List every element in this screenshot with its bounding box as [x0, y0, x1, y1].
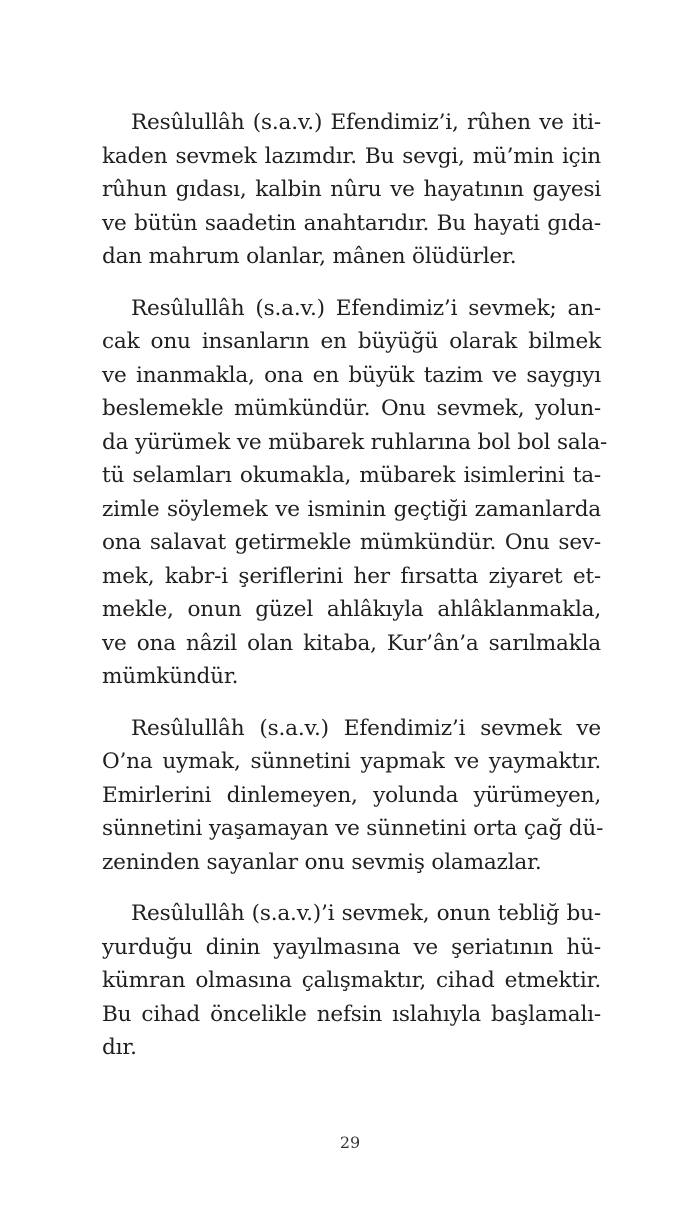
- text-line: dır.: [102, 1035, 137, 1060]
- text-line: Resûlullâh (s.a.v.) Efendimiz’i sevmek ve: [131, 715, 601, 741]
- paragraph-4: [102, 897, 601, 1065]
- paragraph-2: [102, 292, 608, 694]
- text-line: zimle söylemek ve isminin geçtiği zamanlarda: [102, 496, 601, 522]
- text-line: Resûlullâh (s.a.v.) Efendimiz’i, rûhen ve iti-: [131, 110, 601, 135]
- text-line: Bu cihad öncelikle nefsin ıslahıyla başlamalı-: [102, 1001, 601, 1027]
- text-line: ve ona nâzil olan kitaba, Kur’ân’a sarılmakla: [102, 630, 601, 656]
- text-line: Resûlullâh (s.a.v.) Efendimiz’i sevmek; an-: [131, 295, 601, 321]
- text-line: sünnetini yaşamayan ve sünnetini orta çağ dü-: [102, 816, 604, 841]
- text-line: tü selamları okumakla, mübarek isimlerini ta-: [102, 463, 601, 488]
- paragraph-3: [102, 712, 604, 880]
- text-line: Resûlullâh (s.a.v.)’i sevmek, onun tebliğ bu-: [131, 901, 601, 926]
- text-line: dan mahrum olanlar, mânen ölüdürler.: [102, 244, 517, 269]
- page-number: 29: [339, 1133, 361, 1152]
- text-line: ve bütün saadetin anahtarıdır. Bu hayati gıda-: [102, 210, 601, 236]
- text-line: kümran olmasına çalışmaktır, cihad etmektir.: [102, 968, 601, 993]
- text-line: yurduğu dinin yayılmasına ve şeriatının hü-: [102, 934, 601, 960]
- text-line: mekle, onun güzel ahlâkıyla ahlâklanmakla,: [102, 597, 601, 622]
- text-line: ona salavat getirmekle mümkündür. Onu sev-: [102, 530, 601, 555]
- text-line: zeninden sayanlar onu sevmiş olamazlar.: [102, 849, 542, 875]
- text-line: beslemekle mümkündür. Onu sevmek, yolun-: [102, 396, 601, 421]
- text-line: mek, kabr-i şeriflerini her fırsatta ziyaret et-: [102, 563, 601, 589]
- text-line: Emirlerini dinlemeyen, yolunda yürümeyen,: [102, 782, 601, 808]
- text-line: kaden sevmek lazımdır. Bu sevgi, mü’min için: [102, 143, 601, 169]
- text-line: mümkündür.: [102, 664, 239, 689]
- text-line: rûhun gıdası, kalbin nûru ve hayatının gayesi: [102, 177, 601, 202]
- page-body: [102, 106, 608, 1083]
- text-line: O’na uymak, sünnetini yapmak ve yaymaktır.: [102, 749, 601, 774]
- text-line: da yürümek ve mübarek ruhlarına bol bol sala-: [102, 429, 608, 455]
- text-line: cak onu insanların en büyüğü olarak bilmek: [102, 329, 601, 354]
- text-line: ve inanmakla, ona en büyük tazim ve saygıyı: [102, 362, 601, 388]
- paragraph-1: [102, 106, 601, 274]
